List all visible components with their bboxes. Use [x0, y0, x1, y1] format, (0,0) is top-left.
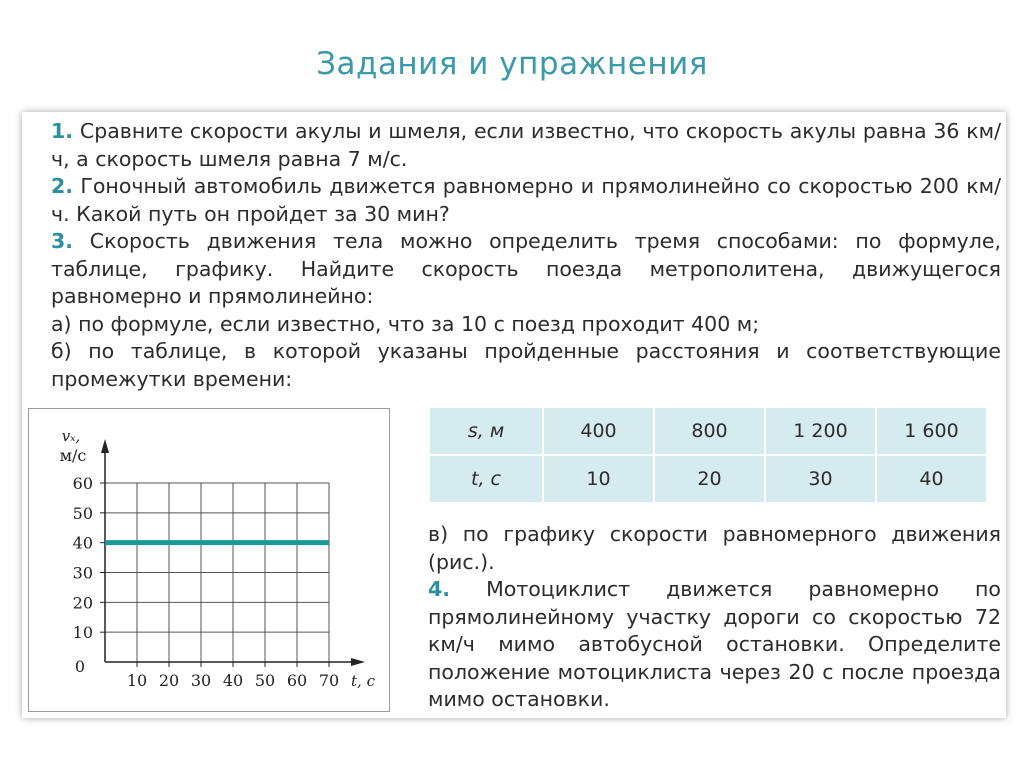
- x-tick-label: 40: [222, 671, 244, 690]
- table-header-time: t, с: [429, 455, 543, 503]
- task-3: [51, 228, 1001, 311]
- task-2-text: Гоночный автомобиль движется равномерно и прямолинейно со скоростью 200 км/ч. Какой путь он пройдет за 30 мин?: [51, 174, 1001, 226]
- task-4-text: Мотоциклист движется равномерно по прямолинейному участку дороги со скоростью 72 км/ч мимо автобусной остановки. Определите положение мотоциклиста через 20 с после проезда мимо остановки.: [428, 577, 1001, 711]
- textbook-page: [22, 112, 1006, 718]
- task-4-number: 4.: [428, 577, 451, 601]
- x-tick-label: 50: [254, 671, 276, 690]
- y-tick-label: 20: [72, 593, 93, 613]
- table-cell: 40: [876, 455, 987, 503]
- task-1: [51, 118, 1001, 173]
- y-axis-label-symbol: vₓ,: [61, 427, 81, 445]
- x-tick-label: 20: [158, 671, 180, 690]
- y-tick-label: 10: [72, 623, 93, 643]
- y-axis-label-units: м/с: [59, 446, 87, 465]
- table-cell: 400: [543, 408, 654, 455]
- task-3a: а) по формуле, если известно, что за 10 с поезд проходит 400 м;: [51, 311, 760, 336]
- table-row-distance: [429, 408, 987, 455]
- task-1-number: 1.: [51, 119, 74, 143]
- y-tick-label: 40: [72, 533, 93, 553]
- slide-title: Задания и упражнения: [316, 46, 708, 82]
- table-cell: 10: [543, 455, 654, 503]
- x-axis-label: t, с: [351, 672, 375, 690]
- task-3-text: Скорость движения тела можно определить тремя способами: по формуле, таблице, графику. Найдите скорость поезда метрополитена, движущегося равномерно и прямолинейно:: [51, 229, 1001, 308]
- x-tick-label: 60: [286, 671, 308, 690]
- table-cell: 1 600: [876, 408, 987, 455]
- y-axis-arrow: [101, 439, 109, 453]
- velocity-graph: [28, 408, 390, 712]
- right-column-text: [428, 521, 1001, 714]
- task-2: [51, 173, 1001, 228]
- distance-time-table: [428, 408, 988, 504]
- table-cell: 1 200: [765, 408, 876, 455]
- x-axis-arrow: [351, 658, 365, 666]
- x-tick-label: 30: [190, 671, 212, 690]
- task-3-number: 3.: [51, 229, 74, 253]
- table-header-distance: s, м: [429, 408, 543, 455]
- task-3c: в) по графику скорости равномерного движения (рис.).: [428, 522, 1001, 574]
- y-tick-label: 60: [72, 474, 93, 493]
- task-1-text: Сравните скорости акулы и шмеля, если известно, что скорость акулы равна 36 км/ч, а скорость шмеля равна 7 м/с.: [51, 119, 1001, 171]
- velocity-chart-svg: [29, 409, 389, 711]
- table-cell: 20: [654, 455, 765, 503]
- x-tick-label: 70: [318, 671, 340, 690]
- table-row-time: [429, 455, 987, 503]
- task-list: [51, 118, 1001, 393]
- y-tick-label: 30: [72, 563, 93, 583]
- task-2-number: 2.: [51, 174, 74, 198]
- table-cell: 800: [654, 408, 765, 455]
- task-4: [428, 576, 1001, 714]
- table-cell: 30: [765, 455, 876, 503]
- task-3b: б) по таблице, в которой указаны пройденные расстояния и соответствующие промежутки времени:: [51, 339, 1001, 391]
- x-tick-label: 10: [126, 671, 148, 690]
- y-tick-label: 50: [72, 503, 93, 523]
- origin-label: 0: [74, 657, 85, 676]
